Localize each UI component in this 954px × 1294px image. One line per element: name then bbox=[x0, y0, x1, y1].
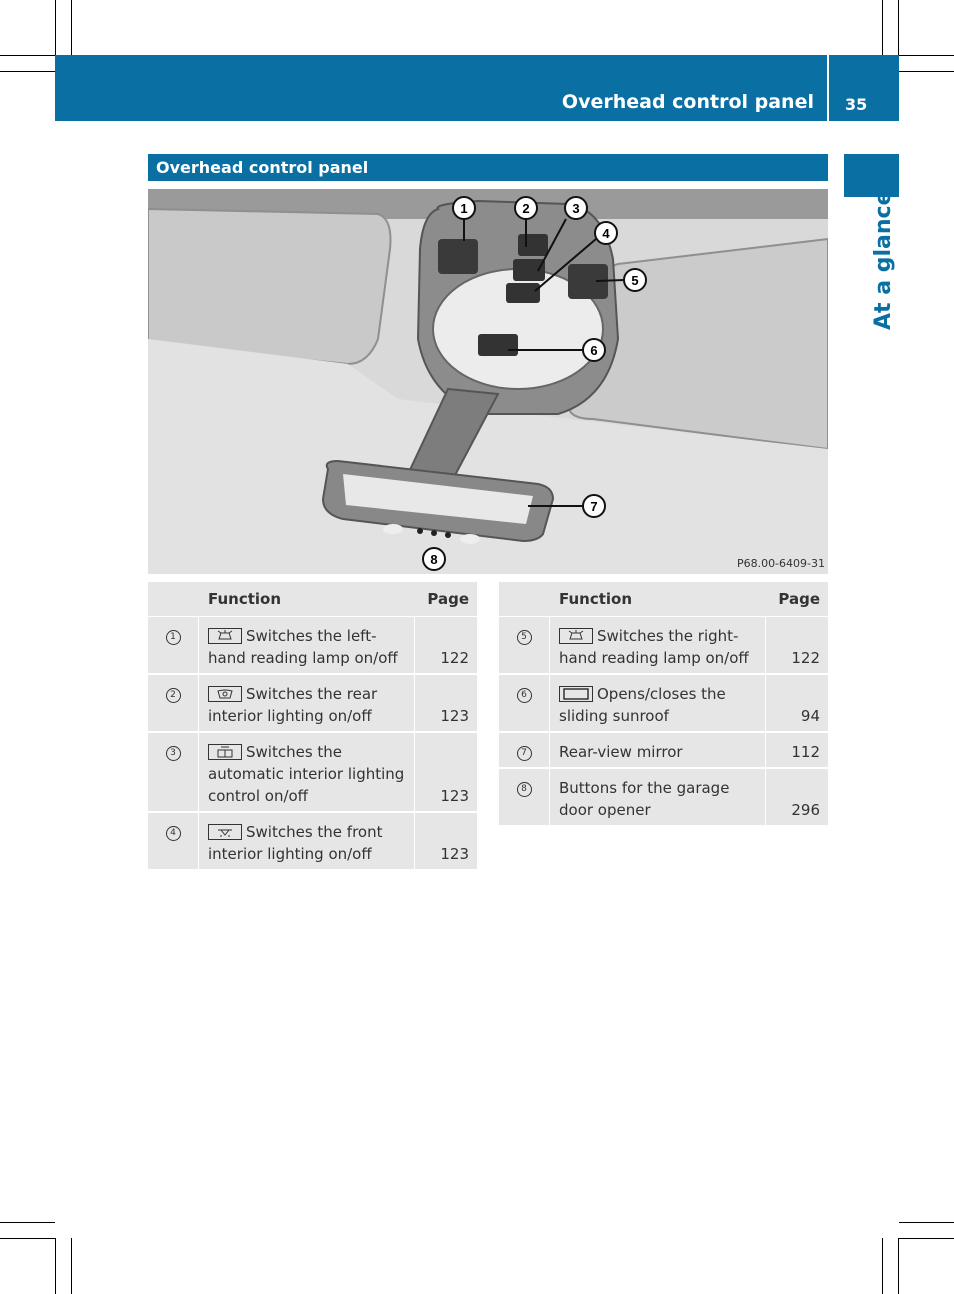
function-header: Function bbox=[199, 582, 415, 617]
page-header bbox=[55, 55, 899, 121]
front-lighting-icon bbox=[208, 824, 242, 840]
section-title-bar bbox=[148, 154, 828, 181]
crop-mark bbox=[898, 0, 899, 55]
header-title: Overhead control panel bbox=[561, 91, 814, 113]
table-row bbox=[499, 733, 828, 769]
function-text: Switches the right-hand reading lamp on/off bbox=[559, 627, 749, 667]
side-tab-label: At a glance bbox=[871, 190, 896, 330]
table-row bbox=[499, 769, 828, 827]
item-number: 2 bbox=[166, 688, 181, 703]
callout-4-label: 4 bbox=[602, 226, 610, 241]
callout-5-label: 5 bbox=[631, 273, 639, 288]
function-text: Switches the left-hand reading lamp on/off bbox=[208, 627, 398, 667]
table-row bbox=[148, 617, 477, 675]
item-number: 1 bbox=[166, 630, 181, 645]
table-row bbox=[148, 733, 477, 813]
crop-mark bbox=[0, 71, 55, 72]
callout-1 bbox=[453, 197, 475, 219]
overhead-panel-illustration bbox=[148, 189, 828, 574]
table-row bbox=[499, 617, 828, 675]
crop-mark bbox=[899, 1222, 954, 1223]
page-ref: 122 bbox=[415, 617, 477, 675]
function-text: Rear-view mirror bbox=[559, 743, 683, 761]
item-number: 6 bbox=[517, 688, 532, 703]
section-title: Overhead control panel bbox=[156, 158, 369, 177]
function-table-left bbox=[148, 582, 477, 871]
callout-3 bbox=[565, 197, 587, 219]
table-header-row bbox=[148, 582, 477, 617]
callout-7 bbox=[583, 495, 605, 517]
crop-mark bbox=[0, 1222, 55, 1223]
item-number: 5 bbox=[517, 630, 532, 645]
callout-6-label: 6 bbox=[590, 343, 598, 358]
callout-2-label: 2 bbox=[522, 201, 530, 216]
table-header-row bbox=[499, 582, 828, 617]
callout-5 bbox=[624, 269, 646, 291]
sunroof-icon bbox=[559, 686, 593, 702]
auto-lighting-icon bbox=[208, 744, 242, 760]
crop-mark bbox=[899, 71, 954, 72]
reading-lamp-icon bbox=[208, 628, 242, 644]
function-text: Buttons for the garage door opener bbox=[559, 779, 730, 819]
page-ref: 123 bbox=[415, 813, 477, 871]
table-row bbox=[499, 675, 828, 733]
item-number: 7 bbox=[517, 746, 532, 761]
crop-mark bbox=[0, 1238, 55, 1239]
callout-3-label: 3 bbox=[572, 201, 580, 216]
crop-mark bbox=[71, 0, 72, 55]
page-ref: 94 bbox=[766, 675, 828, 733]
crop-mark bbox=[55, 0, 56, 55]
overhead-panel-figure bbox=[148, 189, 828, 574]
num-header bbox=[499, 582, 550, 617]
page-header-cell: Page bbox=[415, 582, 477, 617]
function-text: Switches the front interior lighting on/off bbox=[208, 823, 383, 863]
item-number: 3 bbox=[166, 746, 181, 761]
figure-reference: P68.00-6409-31 bbox=[736, 557, 825, 570]
callout-7-label: 7 bbox=[590, 499, 598, 514]
table-row bbox=[148, 675, 477, 733]
crop-mark bbox=[899, 1238, 954, 1239]
crop-mark bbox=[0, 55, 55, 56]
page-ref: 112 bbox=[766, 733, 828, 769]
crop-mark bbox=[71, 1238, 72, 1294]
crop-mark bbox=[898, 1238, 899, 1294]
item-number: 4 bbox=[166, 826, 181, 841]
callout-1-label: 1 bbox=[460, 201, 468, 216]
crop-mark bbox=[882, 0, 883, 55]
callout-2 bbox=[515, 197, 537, 219]
crop-mark bbox=[882, 1238, 883, 1294]
page-ref: 123 bbox=[415, 733, 477, 813]
crop-mark bbox=[55, 1238, 56, 1294]
page-number: 35 bbox=[845, 95, 868, 114]
page-ref: 123 bbox=[415, 675, 477, 733]
item-number: 8 bbox=[517, 782, 532, 797]
function-text: Opens/closes the sliding sunroof bbox=[559, 685, 726, 725]
rear-lighting-icon bbox=[208, 686, 242, 702]
crop-mark bbox=[899, 55, 954, 56]
function-text: Switches the automatic interior lighting control on/off bbox=[208, 743, 405, 805]
function-text: Switches the rear interior lighting on/off bbox=[208, 685, 378, 725]
callout-8-label: 8 bbox=[430, 552, 438, 567]
callout-4 bbox=[595, 222, 617, 244]
callout-8 bbox=[423, 548, 445, 570]
callout-6 bbox=[583, 339, 605, 361]
reading-lamp-icon bbox=[559, 628, 593, 644]
page-header-cell: Page bbox=[766, 582, 828, 617]
page-ref: 122 bbox=[766, 617, 828, 675]
num-header bbox=[148, 582, 199, 617]
header-divider bbox=[827, 55, 829, 121]
table-row bbox=[148, 813, 477, 871]
page-ref: 296 bbox=[766, 769, 828, 827]
function-table-right bbox=[499, 582, 828, 827]
function-header: Function bbox=[550, 582, 766, 617]
